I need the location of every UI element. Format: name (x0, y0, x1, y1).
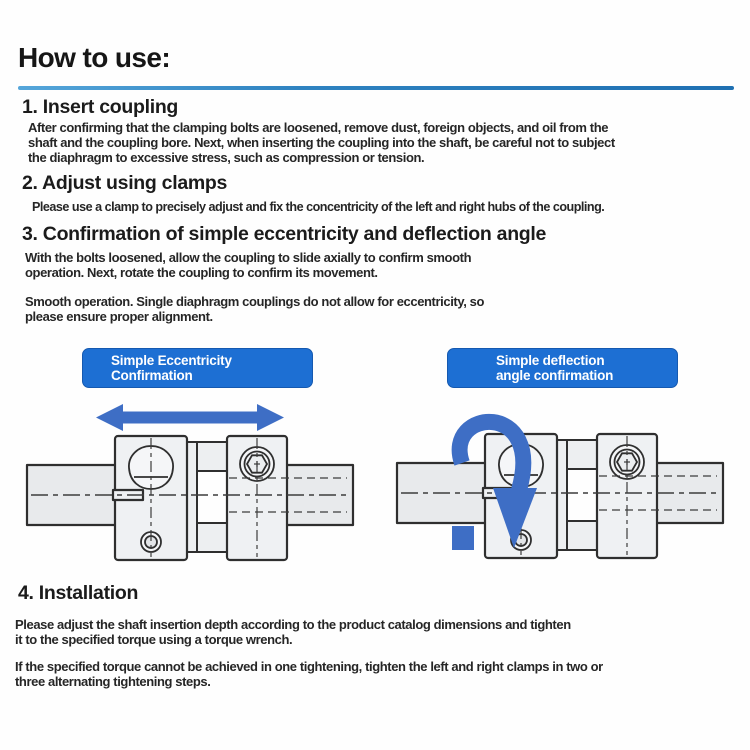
eccentricity-confirmation-label (82, 348, 313, 388)
section-4-paragraph-2 (15, 659, 603, 689)
section-4-paragraph-1 (15, 617, 571, 647)
section-4-heading: 4. Installation (18, 582, 139, 604)
body-line: please ensure proper alignment. (25, 309, 213, 324)
axial-slide-arrow-icon (96, 404, 284, 431)
body-line: After confirming that the clamping bolts are loosened, remove dust, foreign objects, and oil from the (28, 120, 609, 135)
label-line: Confirmation (111, 368, 193, 383)
body-line: If the specified torque cannot be achieved in one tightening, tighten the left and right clamps in two or (15, 659, 603, 674)
body-line: Please adjust the shaft insertion depth according to the product catalog dimensions and tighten (15, 617, 571, 632)
coupling-diagram-eccentricity (25, 402, 355, 572)
section-2-heading: 2. Adjust using clamps (22, 172, 228, 194)
body-line: Smooth operation. Single diaphragm couplings do not allow for eccentricity, so (25, 294, 484, 309)
body-line: Please use a clamp to precisely adjust and fix the concentricity of the left and right hubs of the coupling. (32, 200, 605, 214)
deflection-confirmation-label (447, 348, 678, 388)
coupling-diagram-deflection (395, 400, 725, 570)
body-line: the diaphragm to excessive stress, such as compression or tension. (28, 150, 425, 165)
section-1-paragraph (28, 120, 615, 165)
body-line: shaft and the coupling bore. Next, when inserting the coupling into the shaft, be careful not to subject (28, 135, 615, 150)
section-3-heading: 3. Confirmation of simple eccentricity and deflection angle (22, 223, 547, 245)
body-line: it to the specified torque using a torque wrench. (15, 632, 293, 647)
section-2-paragraph (32, 200, 604, 215)
section-3-paragraph-1 (25, 250, 471, 280)
section-3-paragraph-2 (25, 294, 484, 324)
coupling-drawing (25, 402, 355, 572)
label-line: Simple Eccentricity (111, 353, 232, 368)
label-line: Simple deflection (496, 353, 605, 368)
section-1-heading: 1. Insert coupling (22, 96, 179, 118)
body-line: operation. Next, rotate the coupling to confirm its movement. (25, 265, 378, 280)
page-title: How to use: (18, 42, 171, 73)
coupling-drawing (395, 400, 725, 570)
label-line: angle confirmation (496, 368, 614, 383)
body-line: With the bolts loosened, allow the coupling to slide axially to confirm smooth (25, 250, 472, 265)
body-line: three alternating tightening steps. (15, 674, 211, 689)
title-underline (18, 86, 734, 90)
